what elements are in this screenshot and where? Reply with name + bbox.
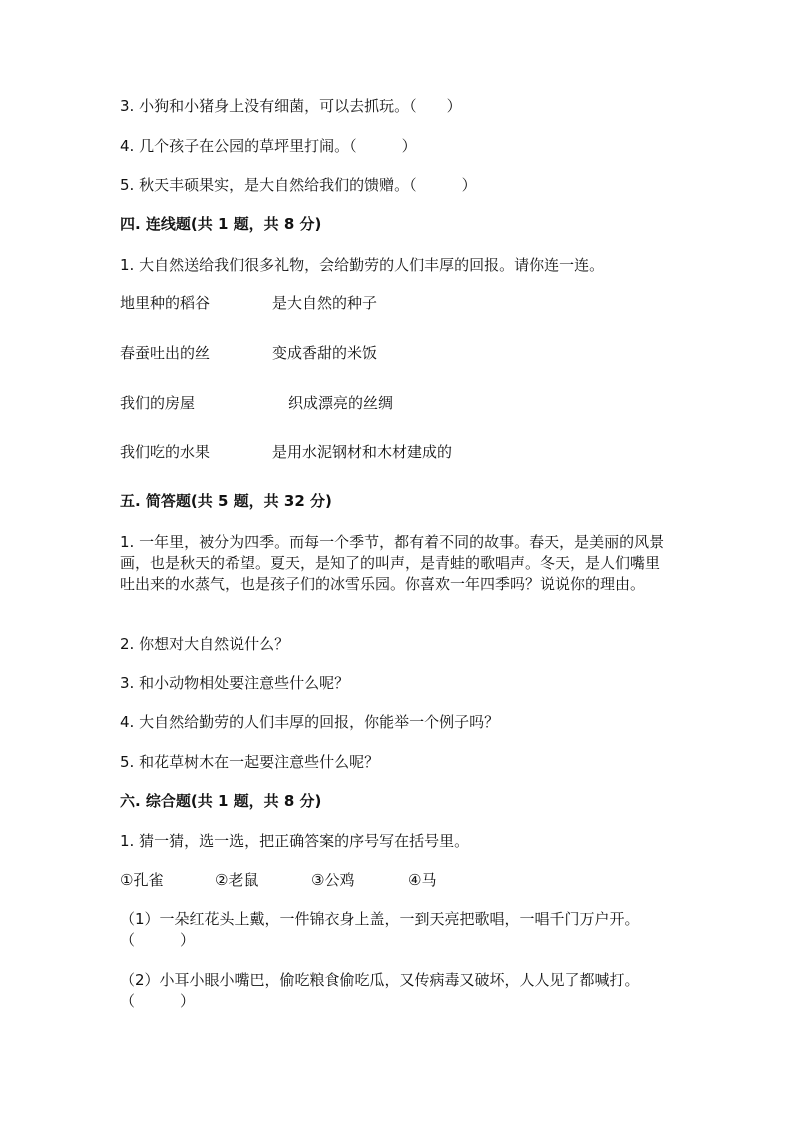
section-6-question: 1. 猜一猜，选一选，把正确答案的序号写在括号里。	[120, 832, 470, 850]
judge-item-3: 3. 小狗和小猪身上没有细菌，可以去抓玩。（ ）	[120, 97, 462, 115]
match-right-item: 变成香甜的米饭	[272, 344, 378, 362]
match-right-item: 是用水泥钢材和木材建成的	[272, 443, 453, 461]
section-5-question-5: 5. 和花草树木在一起要注意些什么呢？	[120, 753, 380, 771]
match-left-item: 我们吃的水果	[120, 443, 211, 461]
option-item: ④马	[408, 871, 437, 889]
match-left-item: 地里种的稻谷	[120, 294, 211, 312]
match-right-item: 织成漂亮的丝绸	[288, 394, 394, 412]
section-5-heading: 五. 简答题(共 5 题，共 32 分)	[120, 492, 332, 510]
option-item: ②老鼠	[215, 871, 259, 889]
section-5-question-1: 1. 一年里，被分为四季。而每一个季节，都有着不同的故事。春天，是美丽的风景画，也是秋天的希望。夏天，是知了的叫声，是青蛙的歌唱声。冬天，是人们嘴里吐出来的水蒸气，也是孩子们的冰雪乐园。你喜欢一年四季吗？说说你的理由。	[120, 533, 665, 593]
section-4-question: 1. 大自然送给我们很多礼物，会给勤劳的人们丰厚的回报。请你连一连。	[120, 256, 605, 274]
section-5-question-3: 3. 和小动物相处要注意些什么呢？	[120, 674, 350, 692]
section-6-heading: 六. 综合题(共 1 题，共 8 分)	[120, 792, 322, 810]
match-left-item: 我们的房屋	[120, 394, 196, 412]
riddle-1: （1）一朵红花头上戴，一件锦衣身上盖，一到天亮把歌唱，一唱千门万户开。（ ）	[120, 910, 640, 949]
match-right-item: 是大自然的种子	[272, 294, 378, 312]
option-item: ①孔雀	[120, 871, 164, 889]
section-4-heading: 四. 连线题(共 1 题，共 8 分)	[120, 215, 322, 233]
option-item: ③公鸡	[311, 871, 355, 889]
section-5-question-4: 4. 大自然给勤劳的人们丰厚的回报，你能举一个例子吗？	[120, 713, 500, 731]
match-left-item: 春蚕吐出的丝	[120, 344, 211, 362]
riddle-2: （2）小耳小眼小嘴巴，偷吃粮食偷吃瓜，又传病毒又破坏，人人见了都喊打。（ ）	[120, 971, 640, 1010]
section-5-question-2: 2. 你想对大自然说什么？	[120, 635, 290, 653]
judge-item-4: 4. 几个孩子在公园的草坪里打闹。（ ）	[120, 137, 417, 155]
judge-item-5: 5. 秋天丰硕果实，是大自然给我们的馈赠。（ ）	[120, 176, 477, 194]
